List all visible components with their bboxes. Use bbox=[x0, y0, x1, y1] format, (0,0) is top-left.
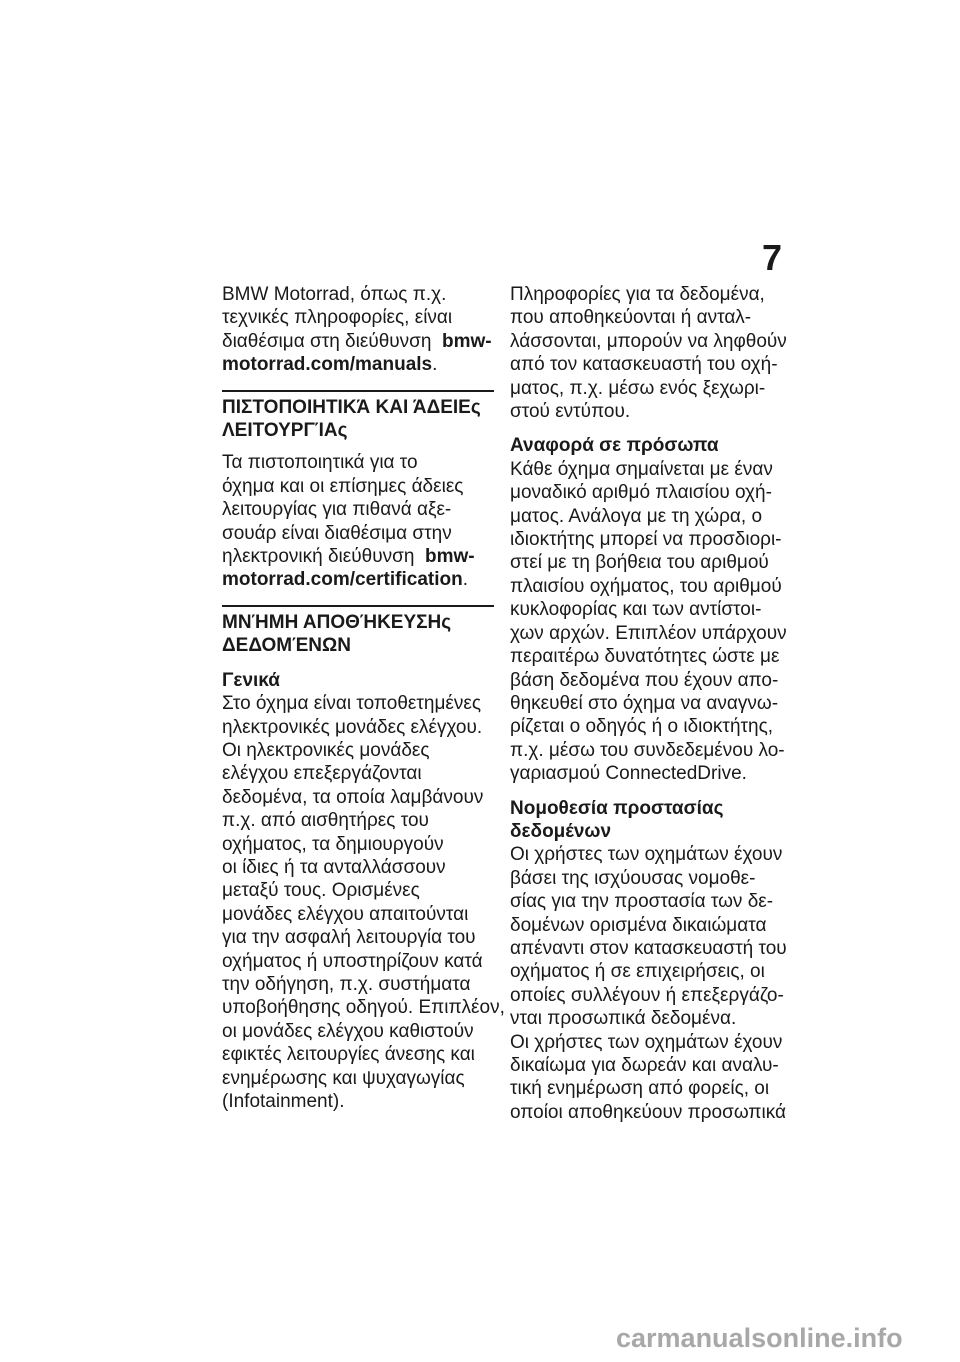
certification-link[interactable]: bmw- bbox=[424, 546, 475, 568]
page-number: 7 bbox=[761, 237, 782, 278]
left-column bbox=[222, 283, 505, 1113]
text-line: δεδομένα, τα οποία λαμβάνουν bbox=[222, 786, 484, 808]
text-line: οποίοι αποθηκεύουν προσωπικά bbox=[510, 1101, 786, 1123]
text-line: Στο όχημα είναι τοποθετημένες bbox=[222, 693, 481, 715]
manuals-link[interactable]: motorrad.com/manuals bbox=[222, 354, 433, 376]
text-line: μοναδικό αριθμό πλαισίου οχή- bbox=[510, 482, 772, 504]
text-segment: . bbox=[432, 354, 438, 376]
heading-line: ΜΝΉΜΗ ΑΠΟΘΉΚΕΥΣΗς bbox=[222, 611, 452, 633]
right-column bbox=[510, 283, 787, 1124]
text-line: π.χ. μέσω του συνδεδεμένου λο- bbox=[510, 739, 785, 761]
text-line: δομένων ορισμένα δικαιώματα bbox=[510, 914, 767, 936]
text-line: λειτουργίας για πιθανά αξε- bbox=[222, 499, 452, 521]
text-segment: ηλεκτρονική διεύθυνση bbox=[222, 546, 415, 568]
text-line: Οι χρήστες των οχημάτων έχουν bbox=[510, 1031, 783, 1053]
heading-line: ΛΕΙΤΟΥΡΓΊΑς bbox=[222, 420, 348, 442]
text-line: κυκλοφορίας και των αντίστοι- bbox=[510, 599, 762, 621]
text-line: οι ίδιες ή τα ανταλλάσσουν bbox=[222, 856, 446, 878]
text-line: ματος, π.χ. μέσω ενός ξεχωρι- bbox=[510, 377, 766, 399]
subsection-heading: Αναφορά σε πρόσωπα bbox=[510, 435, 719, 457]
text-line bbox=[222, 568, 494, 591]
intro-paragraph bbox=[222, 283, 494, 377]
heading-line: ΠΙΣΤΟΠΟΙΗΤΙΚΆ ΚΑΙ ΆΔΕΙΕς bbox=[222, 396, 481, 418]
text-segment: διαθέσιμα στη διεύθυνση bbox=[222, 330, 432, 352]
section-heading bbox=[222, 396, 494, 443]
text-line: στού εντύπου. bbox=[510, 401, 631, 423]
manuals-link[interactable]: bmw- bbox=[442, 330, 492, 352]
data-protection-paragraph bbox=[510, 843, 787, 1124]
text-line: σουάρ είναι διαθέσιμα στην bbox=[222, 522, 452, 544]
text-line: ιδιοκτήτης μπορεί να προσδιορι- bbox=[510, 529, 782, 551]
text-line: δικαίωμα για δωρεάν και αναλυ- bbox=[510, 1055, 779, 1076]
text-line: για την ασφαλή λειτουργία του bbox=[222, 927, 476, 949]
text-line: εφικτές λειτουργίες άνεσης και bbox=[222, 1044, 475, 1066]
text-line: Τα πιστοποιητικά για το bbox=[222, 452, 418, 474]
text-line: όχημα και οι επίσημες άδειες bbox=[222, 475, 464, 497]
text-line: βάσει της ισχύουσας νομοθε- bbox=[510, 867, 756, 889]
text-line bbox=[222, 545, 494, 568]
text-line: ενημέρωσης και ψυχαγωγίας bbox=[222, 1067, 465, 1089]
text-line: μονάδες ελέγχου απαιτούνται bbox=[222, 903, 469, 925]
section-divider bbox=[222, 390, 494, 392]
text-line: πλαισίου οχήματος, του αριθμού bbox=[510, 575, 782, 597]
certification-link[interactable]: motorrad.com/certification bbox=[222, 569, 463, 591]
heading-line: δεδομένων bbox=[510, 820, 612, 842]
text-line: Πληροφορίες για τα δεδομένα, bbox=[510, 284, 765, 305]
text-line bbox=[222, 353, 494, 376]
text-line: γαριασμού ConnectedDrive. bbox=[510, 763, 747, 785]
text-line: ηλεκτρονικές μονάδες ελέγχου. bbox=[222, 716, 483, 738]
text-line: ελέγχου επεξεργάζονται bbox=[222, 763, 422, 785]
text-line: Κάθε όχημα σημαίνεται με έναν bbox=[510, 458, 773, 480]
text-line: οποίες συλλέγουν ή επεξεργάζο- bbox=[510, 984, 784, 1006]
section-heading bbox=[222, 611, 494, 658]
text-line: (Infotainment). bbox=[222, 1091, 345, 1112]
text-line: υποβοήθησης οδηγού. Επιπλέον, bbox=[222, 997, 505, 1019]
text-line: απέναντι στον κατασκευαστή του bbox=[510, 937, 787, 959]
text-line: λάσσονται, μπορούν να ληφθούν bbox=[510, 330, 787, 352]
text-segment: . bbox=[462, 569, 468, 591]
text-line: οχήματος ή υποστηρίζουν κατά bbox=[222, 950, 483, 972]
text-line: ρίζεται ο οδηγός ή ο ιδιοκτήτης, bbox=[510, 716, 774, 738]
text-line: που αποθηκεύονται ή ανταλ- bbox=[510, 307, 752, 329]
text-line: οχήματος, τα δημιουργούν bbox=[222, 833, 444, 855]
heading-line: Νομοθεσία προστασίας bbox=[510, 797, 724, 819]
text-line: π.χ. από αισθητήρες του bbox=[222, 810, 429, 832]
text-line: ματος. Ανάλογα με τη χώρα, ο bbox=[510, 505, 763, 527]
text-line: περαιτέρω δυνατότητες ώστε με bbox=[510, 646, 780, 668]
text-line: θηκευθεί στο όχημα να αναγνω- bbox=[510, 692, 779, 714]
subsection-heading bbox=[510, 797, 782, 844]
text-line: Οι χρήστες των οχημάτων έχουν bbox=[510, 844, 783, 866]
text-line bbox=[222, 330, 494, 353]
heading-line: ΔΕΔΟΜΈΝΩΝ bbox=[222, 635, 351, 657]
section-divider bbox=[222, 605, 494, 607]
text-line: σίας για την προστασία των δε- bbox=[510, 891, 774, 913]
general-paragraph bbox=[222, 692, 505, 1113]
text-line: BMW Motorrad, όπως π.χ. bbox=[222, 284, 447, 305]
text-line: από τον κατασκευαστή του οχή- bbox=[510, 354, 778, 376]
text-line: οι μονάδες ελέγχου καθιστούν bbox=[222, 1020, 474, 1042]
text-line: χων αρχών. Επιπλέον υπάρχουν bbox=[510, 622, 787, 644]
text-line: μεταξύ τους. Ορισμένες bbox=[222, 880, 420, 902]
text-line: βάση δεδομένα που έχουν απο- bbox=[510, 669, 779, 691]
watermark: carmanualsonline.info bbox=[616, 1323, 903, 1353]
certificates-paragraph bbox=[222, 451, 494, 591]
data-info-paragraph bbox=[510, 283, 787, 423]
text-line: την οδήγηση, π.χ. συστήματα bbox=[222, 973, 471, 995]
personal-reference-paragraph bbox=[510, 458, 787, 786]
subsection-heading: Γενικά bbox=[222, 669, 280, 691]
text-line: στεί με τη βοήθεια του αριθμού bbox=[510, 552, 769, 574]
text-line: τική ενημέρωση από φορείς, οι bbox=[510, 1078, 770, 1100]
text-line: τεχνικές πληροφορίες, είναι bbox=[222, 307, 453, 329]
text-line: οχήματος ή σε επιχειρήσεις, οι bbox=[510, 961, 765, 983]
text-line: Οι ηλεκτρονικές μονάδες bbox=[222, 739, 430, 761]
text-line: νται προσωπικά δεδομένα. bbox=[510, 1008, 737, 1030]
